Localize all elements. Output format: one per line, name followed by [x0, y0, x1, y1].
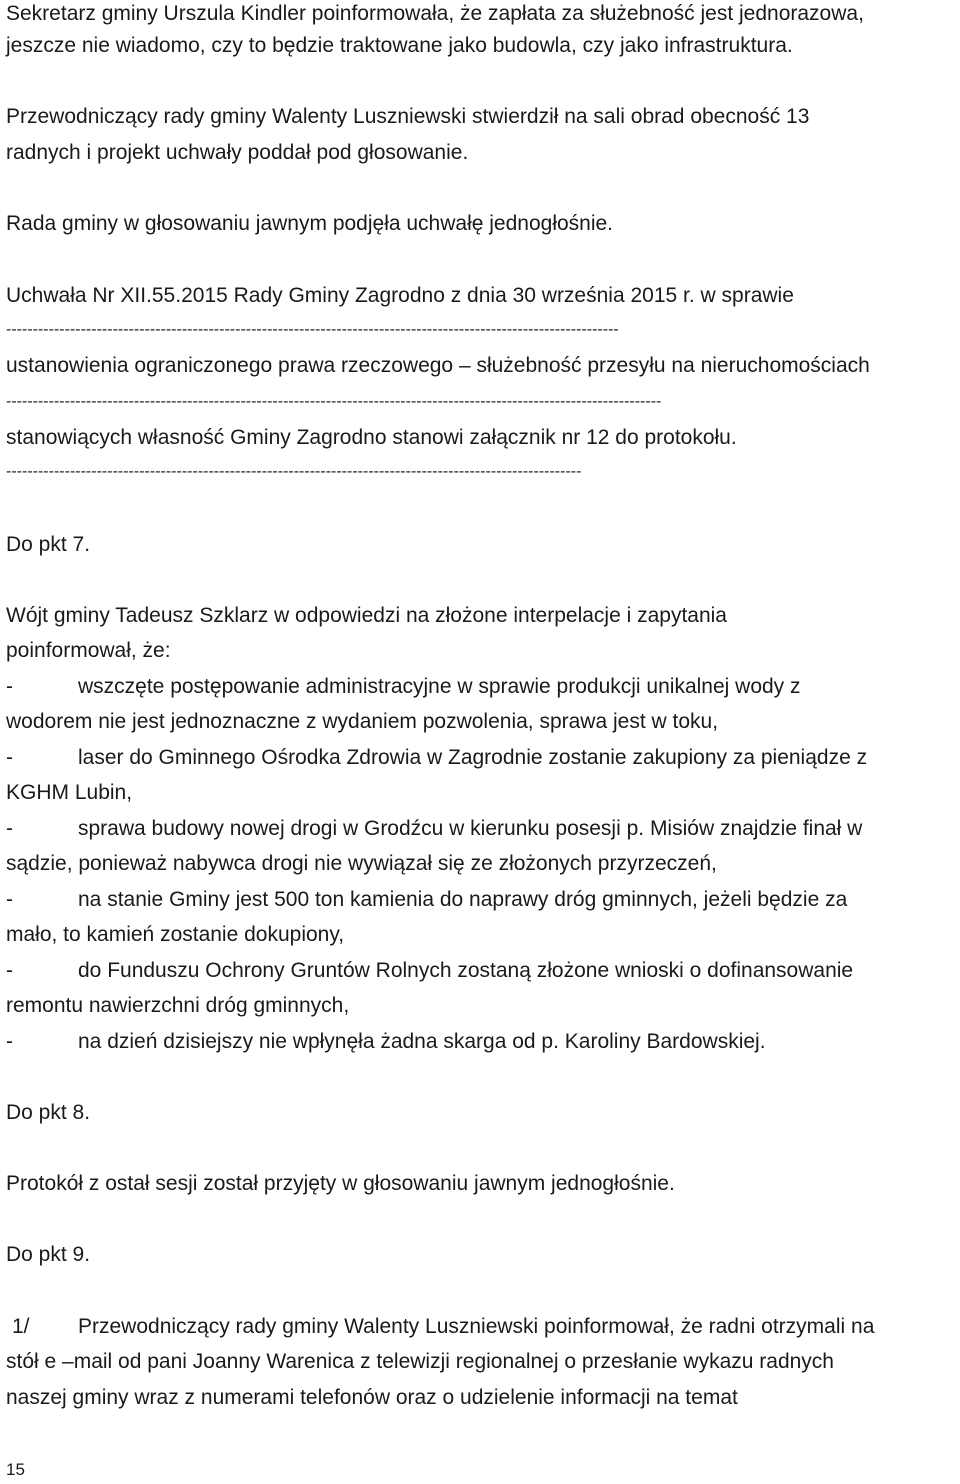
section-heading: Do pkt 8.	[6, 1101, 91, 1124]
paragraph-line: poinformował, że:	[6, 639, 171, 662]
paragraph-line: stół e –mail od pani Joanny Warenica z telewizji regionalnej o przesłanie wykazu radnych	[6, 1350, 834, 1373]
paragraph-line: ustanowienia ograniczonego prawa rzeczowego – służebność przesyłu na nieruchomościach	[6, 354, 870, 377]
list-item: - sprawa budowy nowej drogi w Grodźcu w kierunku posesji p. Misiów znajdzie finał w	[6, 815, 862, 843]
paragraph-line: Wójt gminy Tadeusz Szklarz w odpowiedzi na złożone interpelacje i zapytania	[6, 604, 727, 627]
dash-filler: ------------------------------------------------------------------------------------------------------------	[6, 463, 582, 480]
bullet-dash: -	[6, 675, 13, 698]
paragraph-line: Rada gminy w głosowaniu jawnym podjęła uchwałę jednogłośnie.	[6, 212, 614, 235]
section-heading: Do pkt 7.	[6, 533, 91, 556]
list-item: - na dzień dzisiejszy nie wpłynęła żadna skarga od p. Karoliny Bardowskiej.	[6, 1028, 766, 1056]
dash-filler: -------------------------------------------------------------------------------------------------------------------	[6, 321, 619, 338]
resolution-title: Uchwała Nr XII.55.2015 Rady Gminy Zagrodno z dnia 30 września 2015 r. w sprawie	[6, 284, 794, 307]
paragraph-line: jeszcze nie wiadomo, czy to będzie traktowane jako budowla, czy jako infrastruktura.	[6, 34, 793, 57]
list-item: - do Funduszu Ochrony Gruntów Rolnych zostaną złożone wnioski o dofinansowanie	[6, 957, 853, 985]
section-heading: Do pkt 9.	[6, 1243, 91, 1266]
list-item: - wszczęte postępowanie administracyjne w sprawie produkcji unikalnej wody z	[6, 673, 801, 701]
paragraph-line: radnych i projekt uchwały poddał pod głosowanie.	[6, 141, 469, 164]
paragraph-line: sądzie, ponieważ nabywca drogi nie wywiązał się ze złożonych przyrzeczeń,	[6, 852, 717, 875]
paragraph-line: Sekretarz gminy Urszula Kindler poinformowała, że zapłata za służebność jest jednorazowa,	[6, 2, 864, 25]
paragraph-line: wodorem nie jest jednoznaczne z wydaniem pozwolenia, sprawa jest w toku,	[6, 710, 719, 733]
list-item: - na stanie Gminy jest 500 ton kamienia do naprawy dróg gminnych, jeżeli będzie za	[6, 886, 847, 914]
bullet-dash: -	[6, 1030, 13, 1053]
list-item: - laser do Gminnego Ośrodka Zdrowia w Zagrodnie zostanie zakupiony za pieniądze z	[6, 744, 867, 772]
paragraph-line: naszej gminy wraz z numerami telefonów oraz o udzielenie informacji na temat	[6, 1386, 738, 1409]
paragraph-line: Protokół z ostał sesji został przyjęty w głosowaniu jawnym jednogłośnie.	[6, 1172, 675, 1195]
page-number: 15	[6, 1460, 25, 1479]
bullet-dash: -	[6, 817, 13, 840]
bullet-dash: -	[6, 888, 13, 911]
bullet-dash: -	[6, 959, 13, 982]
bullet-dash: -	[6, 746, 13, 769]
item-number: 1/	[12, 1315, 30, 1338]
list-item: 1/ Przewodniczący rady gminy Walenty Luszniewski poinformował, że radni otrzymali na	[6, 1313, 874, 1341]
paragraph-line: KGHM Lubin,	[6, 781, 133, 804]
paragraph-line: stanowiących własność Gminy Zagrodno stanowi załącznik nr 12 do protokołu.	[6, 426, 737, 449]
dash-filler: ---------------------------------------------------------------------------------------------------------------------------	[6, 393, 662, 410]
paragraph-line: remontu nawierzchni dróg gminnych,	[6, 994, 350, 1017]
paragraph-line: mało, to kamień zostanie dokupiony,	[6, 923, 345, 946]
paragraph-line: Przewodniczący rady gminy Walenty Luszniewski stwierdził na sali obrad obecność 13	[6, 105, 810, 128]
